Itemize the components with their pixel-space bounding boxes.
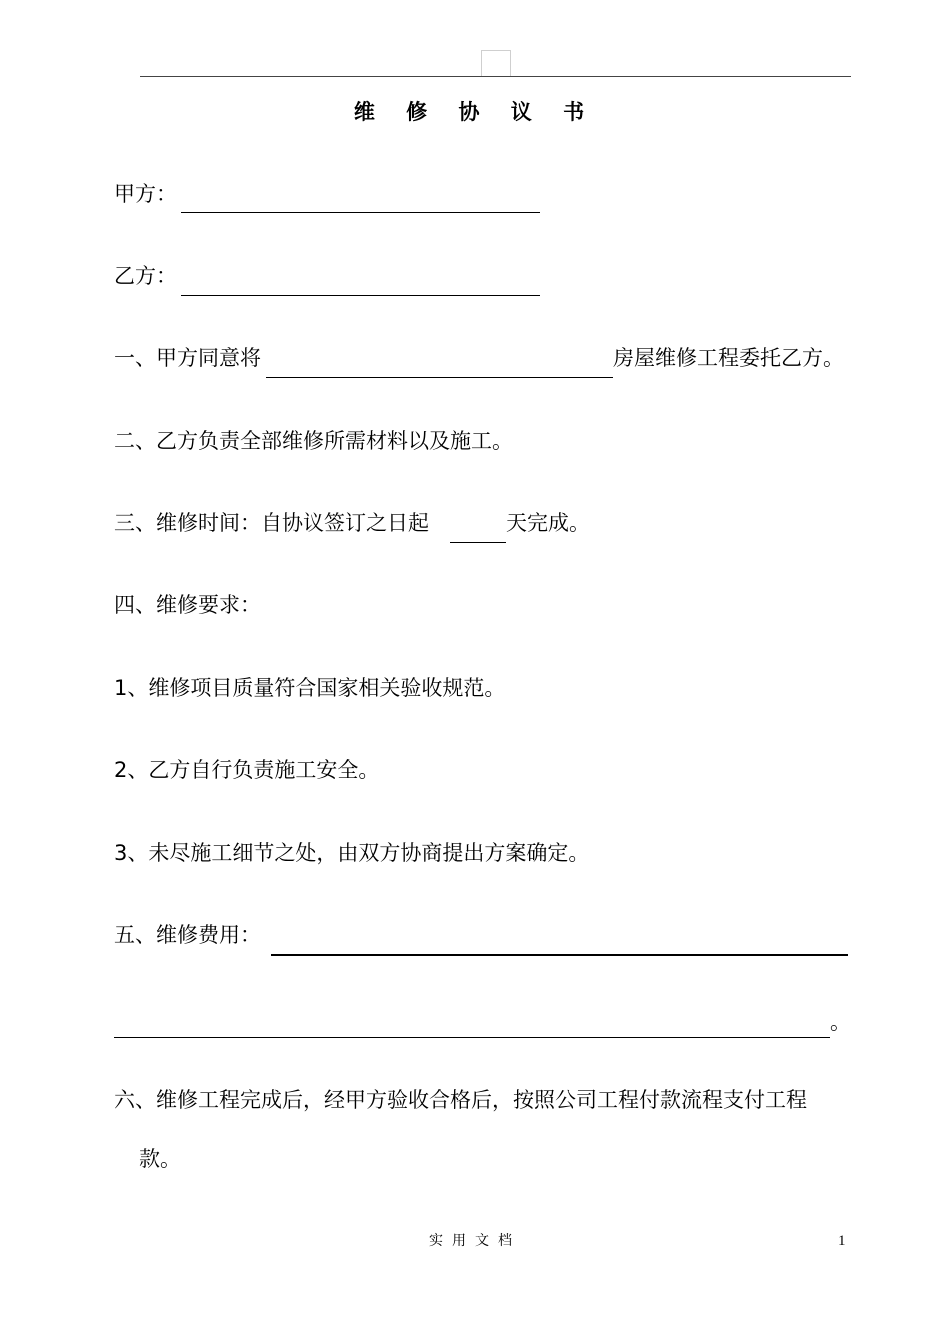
party-b-blank[interactable] [181,295,540,296]
clause-3-suffix: 天完成。 [506,511,590,535]
clause-4: 四、维修要求： [114,593,261,617]
requirement-3: 3、未尽施工细节之处，由双方协商提出方案确定。 [114,841,590,865]
requirement-1: 1、维修项目质量符合国家相关验收规范。 [114,676,506,700]
fee-blank-line-2[interactable] [114,1037,830,1038]
party-a-label: 甲方： [114,182,177,206]
fee-blank-line-1[interactable] [271,954,848,956]
party-b-label: 乙方： [114,264,177,288]
clause-3-prefix: 三、维修时间：自协议签订之日起 [114,511,429,535]
clause-6-line-2: 款。 [139,1147,181,1171]
header-rule [140,76,851,77]
requirement-2: 2、乙方自行负责施工安全。 [114,758,380,782]
clause-5-end: 。 [830,1010,851,1034]
document-title: 维 修 协 议 书 [353,100,597,124]
days-blank[interactable] [450,542,506,543]
clause-2: 二、乙方负责全部维修所需材料以及施工。 [114,429,513,453]
property-blank[interactable] [266,377,613,378]
clause-5: 五、维修费用： [114,923,261,947]
clause-6-line-1: 六、维修工程完成后，经甲方验收合格后，按照公司工程付款流程支付工程 [114,1088,807,1112]
footer-label: 实用文档 [429,1233,521,1249]
party-a-blank[interactable] [181,212,540,213]
page-number: 1 [838,1233,846,1249]
clause-1-prefix: 一、甲方同意将 [114,346,261,370]
clause-1-suffix: 房屋维修工程委托乙方。 [613,346,844,370]
header-mark [481,50,511,77]
